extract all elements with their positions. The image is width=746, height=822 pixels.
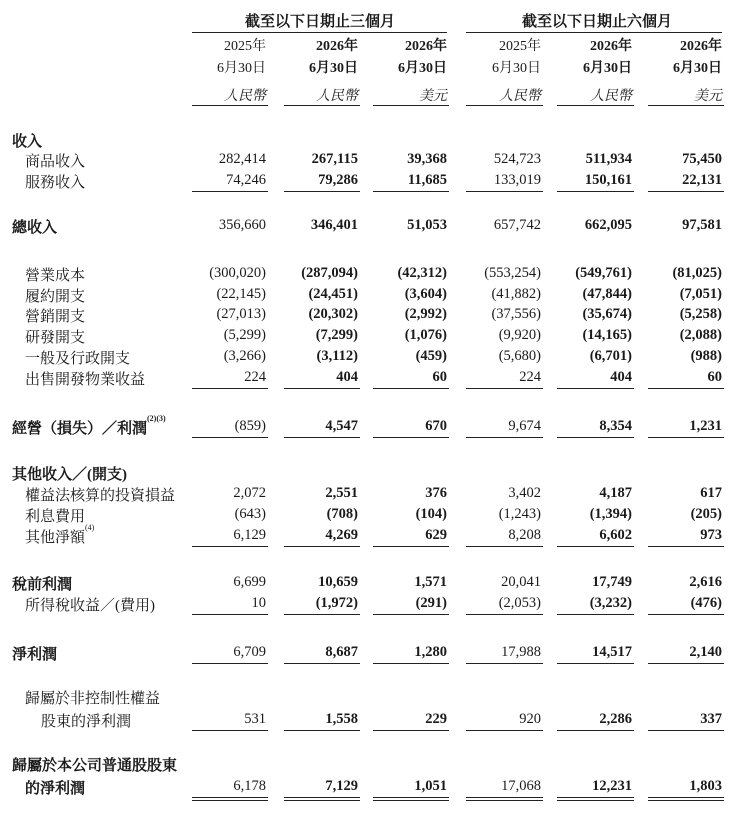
column-currency: 人民幣 <box>590 89 632 104</box>
column-date: 6月30日 <box>309 61 358 76</box>
table-cell: 6,699 <box>233 574 266 590</box>
row-total-rule <box>373 388 449 389</box>
table-cell: 346,401 <box>310 217 358 233</box>
table-cell: 356,660 <box>218 217 266 233</box>
table-cell: (287,094) <box>301 265 358 281</box>
column-year: 2026年 <box>680 39 722 54</box>
table-cell: 8,208 <box>508 527 541 543</box>
table-cell: (6,701) <box>589 348 632 364</box>
row-total-rule <box>466 546 543 547</box>
table-cell: (476) <box>690 595 722 611</box>
column-year: 2026年 <box>590 39 632 54</box>
column-currency: 人民幣 <box>316 89 358 104</box>
row-label: 商品收入 <box>25 154 86 170</box>
row-label: 營銷開支 <box>25 309 86 325</box>
table-cell: (42,312) <box>397 265 447 281</box>
row-total-rule <box>557 388 634 389</box>
row-total-rule <box>284 797 360 798</box>
table-cell: 1,280 <box>414 644 447 660</box>
row-label: 淨利潤 <box>12 647 58 663</box>
table-cell: 224 <box>519 369 541 385</box>
row-double-rule <box>557 800 634 801</box>
row-label: 履約開支 <box>25 289 86 305</box>
table-cell: 6,178 <box>233 778 266 794</box>
table-cell: (9,920) <box>498 327 541 343</box>
column-header-rule <box>192 105 268 106</box>
row-label: 經營（損失）／利潤$^{(2)(3)}$ <box>12 414 166 437</box>
table-cell: 97,581 <box>682 217 722 233</box>
row-label: 出售開發物業收益 <box>25 372 146 388</box>
row-total-rule <box>557 437 634 438</box>
row-label: 研發開支 <box>25 330 86 346</box>
column-header-rule <box>373 105 449 106</box>
table-cell: (988) <box>690 348 722 364</box>
row-total-rule <box>466 388 543 389</box>
row-total-rule <box>648 388 724 389</box>
row-label: 歸屬於本公司普通股股東 <box>12 758 178 774</box>
table-cell: 75,450 <box>682 151 722 167</box>
row-double-rule <box>284 800 360 801</box>
row-total-rule <box>284 388 360 389</box>
row-label: 歸屬於非控制性權益 <box>25 691 161 707</box>
row-label: 服務收入 <box>25 175 86 191</box>
table-cell: (2,088) <box>679 327 722 343</box>
row-total-rule <box>466 730 543 731</box>
table-cell: 9,674 <box>508 418 541 434</box>
table-cell: 267,115 <box>311 151 358 167</box>
table-cell: 224 <box>244 369 266 385</box>
row-double-rule <box>373 800 449 801</box>
row-total-rule <box>284 614 360 615</box>
column-year: 2025年 <box>499 39 541 54</box>
table-cell: (643) <box>234 506 266 522</box>
table-cell: (14,165) <box>582 327 632 343</box>
row-total-rule <box>192 191 268 192</box>
table-cell: (35,674) <box>582 306 632 322</box>
table-cell: 404 <box>336 369 358 385</box>
table-cell: (1,076) <box>404 327 447 343</box>
row-total-rule <box>648 546 724 547</box>
row-total-rule <box>192 614 268 615</box>
row-label: 總收入 <box>12 220 58 236</box>
table-cell: 10,659 <box>318 574 358 590</box>
table-cell: (708) <box>326 506 358 522</box>
row-total-rule <box>557 546 634 547</box>
column-header-rule <box>284 105 360 106</box>
table-cell: 973 <box>700 527 722 543</box>
table-cell: 8,354 <box>599 418 632 434</box>
row-total-rule <box>557 730 634 731</box>
column-currency: 美元 <box>694 89 722 104</box>
row-total-rule <box>373 546 449 547</box>
column-header-rule <box>648 105 724 106</box>
table-cell: 6,709 <box>233 644 266 660</box>
table-cell: (859) <box>234 418 266 434</box>
table-cell: 617 <box>700 485 722 501</box>
table-cell: 4,269 <box>325 527 358 543</box>
table-cell: (3,232) <box>589 595 632 611</box>
row-total-rule <box>284 191 360 192</box>
table-cell: 17,068 <box>501 778 541 794</box>
table-cell: (5,680) <box>498 348 541 364</box>
period-group-header: 截至以下日期止六個月 <box>521 14 672 30</box>
row-total-rule <box>466 191 543 192</box>
table-cell: 17,749 <box>592 574 632 590</box>
row-total-rule <box>192 437 268 438</box>
table-cell: 79,286 <box>318 172 358 188</box>
table-cell: 2,551 <box>325 485 358 501</box>
column-date: 6月30日 <box>673 61 722 76</box>
row-total-rule <box>648 191 724 192</box>
column-date: 6月30日 <box>583 61 632 76</box>
table-cell: 282,414 <box>218 151 266 167</box>
table-cell: 1,558 <box>325 711 358 727</box>
row-total-rule <box>284 730 360 731</box>
table-cell: 2,072 <box>233 485 266 501</box>
table-cell: (2,053) <box>498 595 541 611</box>
table-cell: 376 <box>425 485 447 501</box>
table-cell: 531 <box>244 711 266 727</box>
table-cell: (37,556) <box>491 306 541 322</box>
column-currency: 美元 <box>419 89 447 104</box>
table-cell: (300,020) <box>209 265 266 281</box>
table-cell: (3,604) <box>404 286 447 302</box>
table-cell: 4,547 <box>325 418 358 434</box>
row-total-rule <box>466 663 543 664</box>
table-cell: (2,992) <box>404 306 447 322</box>
table-cell: (24,451) <box>308 286 358 302</box>
row-label: 營業成本 <box>25 268 86 284</box>
table-cell: 6,129 <box>233 527 266 543</box>
table-cell: (20,302) <box>308 306 358 322</box>
table-cell: 337 <box>700 711 722 727</box>
table-cell: 1,571 <box>414 574 447 590</box>
row-label: 的淨利潤 <box>25 781 86 797</box>
row-total-rule <box>284 663 360 664</box>
table-cell: 1,803 <box>689 778 722 794</box>
table-cell: 511,934 <box>585 151 632 167</box>
group-header-rule <box>466 32 722 33</box>
table-cell: 6,602 <box>599 527 632 543</box>
table-cell: (1,243) <box>498 506 541 522</box>
row-total-rule <box>557 797 634 798</box>
table-cell: 60 <box>707 369 722 385</box>
table-cell: 657,742 <box>493 217 541 233</box>
table-cell: 2,286 <box>599 711 632 727</box>
row-label: 權益法核算的投資損益 <box>25 488 176 504</box>
row-label: 其他淨額$^{(4)}$ <box>25 523 95 546</box>
row-total-rule <box>373 191 449 192</box>
table-cell: 10 <box>251 595 266 611</box>
row-label: 股東的淨利潤 <box>41 714 132 730</box>
table-cell: (41,882) <box>491 286 541 302</box>
table-cell: 7,129 <box>325 778 358 794</box>
row-total-rule <box>466 437 543 438</box>
table-cell: 39,368 <box>407 151 447 167</box>
row-total-rule <box>648 437 724 438</box>
table-cell: 2,616 <box>689 574 722 590</box>
table-cell: (1,394) <box>589 506 632 522</box>
table-cell: 8,687 <box>325 644 358 660</box>
table-cell: (7,051) <box>679 286 722 302</box>
table-cell: 3,402 <box>508 485 541 501</box>
row-label: 其他收入／(開支) <box>12 467 127 483</box>
row-total-rule <box>192 663 268 664</box>
row-total-rule <box>373 797 449 798</box>
row-total-rule <box>373 730 449 731</box>
table-cell: (3,112) <box>316 348 358 364</box>
row-total-rule <box>373 663 449 664</box>
table-cell: 2,140 <box>689 644 722 660</box>
row-label: 所得稅收益／(費用) <box>25 598 155 614</box>
table-cell: 524,723 <box>493 151 541 167</box>
column-header-rule <box>557 105 634 106</box>
row-total-rule <box>192 388 268 389</box>
row-total-rule <box>557 663 634 664</box>
table-cell: (291) <box>415 595 447 611</box>
row-total-rule <box>192 797 268 798</box>
row-total-rule <box>192 730 268 731</box>
table-cell: 17,988 <box>501 644 541 660</box>
column-year: 2025年 <box>224 39 266 54</box>
table-cell: (5,299) <box>223 327 266 343</box>
row-label: 一般及行政開支 <box>25 351 131 367</box>
row-total-rule <box>466 614 543 615</box>
table-cell: (7,299) <box>315 327 358 343</box>
row-label: 稅前利潤 <box>12 577 73 593</box>
footnote-marker: (2)(3) <box>147 414 166 423</box>
table-cell: 11,685 <box>407 172 447 188</box>
table-cell: 4,187 <box>599 485 632 501</box>
table-cell: (459) <box>415 348 447 364</box>
table-cell: (549,761) <box>575 265 632 281</box>
table-cell: 20,041 <box>501 574 541 590</box>
column-date: 6月30日 <box>492 61 541 76</box>
row-total-rule <box>284 437 360 438</box>
table-cell: 22,131 <box>682 172 722 188</box>
table-cell: 404 <box>610 369 632 385</box>
table-cell: 60 <box>432 369 447 385</box>
column-currency: 人民幣 <box>499 89 541 104</box>
table-cell: (205) <box>690 506 722 522</box>
table-cell: (553,254) <box>484 265 541 281</box>
column-year: 2026年 <box>405 39 447 54</box>
row-double-rule <box>648 800 724 801</box>
row-total-rule <box>648 663 724 664</box>
table-cell: (47,844) <box>582 286 632 302</box>
column-currency: 人民幣 <box>224 89 266 104</box>
table-cell: 74,246 <box>226 172 266 188</box>
table-cell: 229 <box>425 711 447 727</box>
row-total-rule <box>466 797 543 798</box>
table-cell: (3,266) <box>223 348 266 364</box>
row-label: 收入 <box>12 134 43 150</box>
row-double-rule <box>192 800 268 801</box>
table-cell: 670 <box>425 418 447 434</box>
table-cell: 662,095 <box>584 217 632 233</box>
row-double-rule <box>466 800 543 801</box>
row-total-rule <box>284 546 360 547</box>
table-cell: 920 <box>519 711 541 727</box>
column-date: 6月30日 <box>398 61 447 76</box>
table-cell: 1,231 <box>689 418 722 434</box>
table-cell: (81,025) <box>672 265 722 281</box>
row-total-rule <box>648 614 724 615</box>
row-total-rule <box>648 797 724 798</box>
table-cell: (27,013) <box>216 306 266 322</box>
group-header-rule <box>192 32 447 33</box>
row-total-rule <box>373 614 449 615</box>
row-total-rule <box>373 437 449 438</box>
column-date: 6月30日 <box>217 61 266 76</box>
footnote-marker: (4) <box>85 523 95 532</box>
row-total-rule <box>557 614 634 615</box>
table-cell: (104) <box>415 506 447 522</box>
row-label: 利息費用 <box>25 509 86 525</box>
table-cell: 133,019 <box>493 172 541 188</box>
column-year: 2026年 <box>316 39 358 54</box>
row-total-rule <box>648 730 724 731</box>
column-header-rule <box>466 105 543 106</box>
row-total-rule <box>557 191 634 192</box>
table-cell: 51,053 <box>407 217 447 233</box>
row-total-rule <box>192 546 268 547</box>
period-group-header: 截至以下日期止三個月 <box>244 14 395 30</box>
table-cell: 150,161 <box>584 172 632 188</box>
table-cell: 12,231 <box>592 778 632 794</box>
table-cell: 629 <box>425 527 447 543</box>
table-cell: 14,517 <box>592 644 632 660</box>
table-cell: (5,258) <box>679 306 722 322</box>
table-cell: 1,051 <box>414 778 447 794</box>
table-cell: (1,972) <box>315 595 358 611</box>
table-cell: (22,145) <box>216 286 266 302</box>
